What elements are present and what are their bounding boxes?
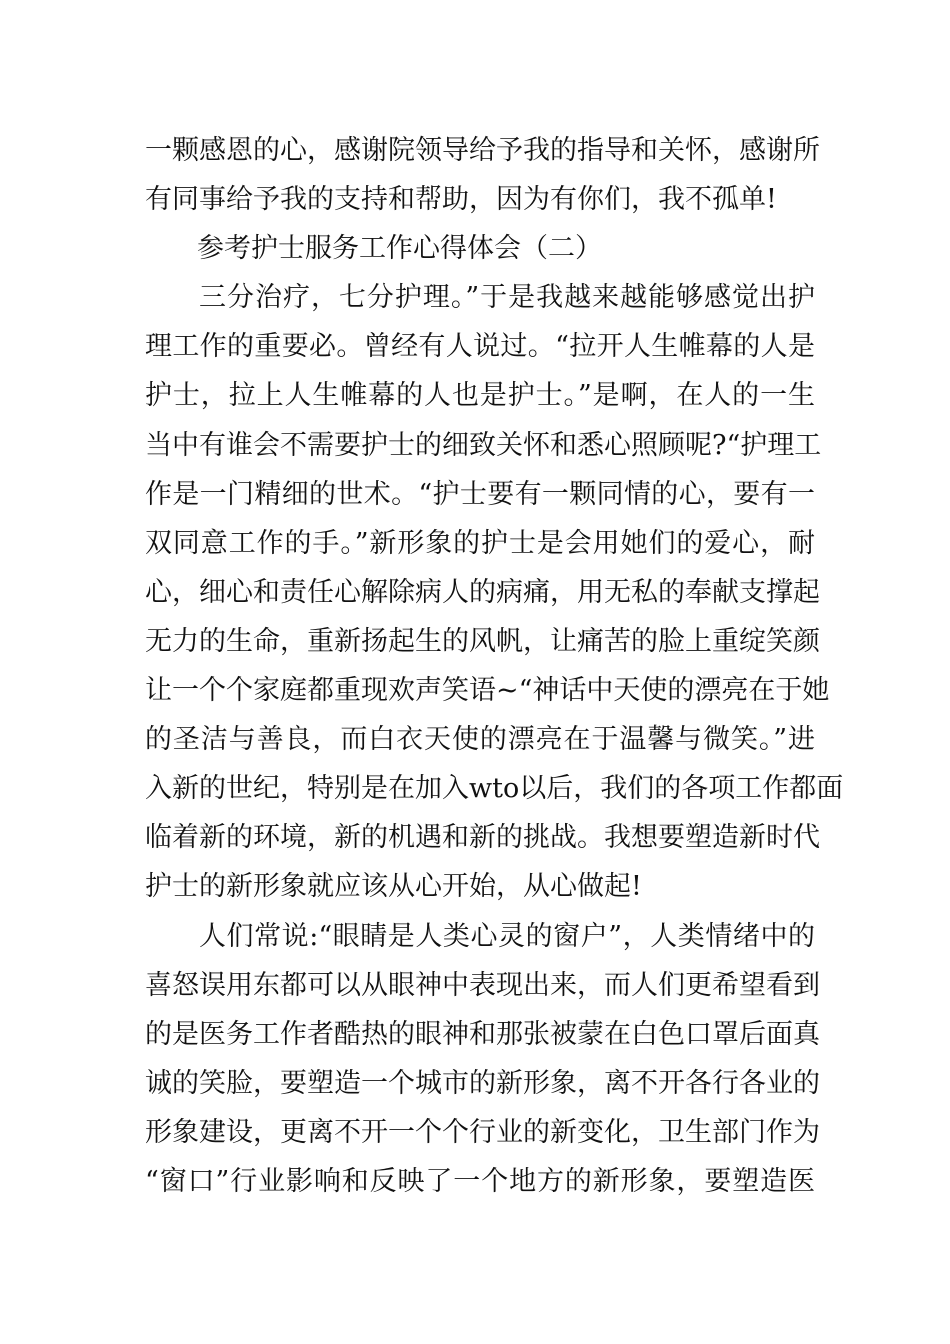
text-line: 理工作的重要必。曾经有人说过。“拉开人生帷幕的人是	[145, 331, 815, 363]
text-line: 让一个个家庭都重现欢声笑语~“神话中天使的漂亮在于她	[145, 675, 830, 707]
text-line: 三分治疗，七分护理。”于是我越来越能够感觉出护	[199, 282, 815, 314]
text-line: 临着新的环境，新的机遇和新的挑战。我想要塑造新时代	[145, 822, 820, 854]
text-line: 喜怒误用东都可以从眼神中表现出来，而人们更希望看到	[145, 969, 820, 1001]
text-line: 作是一门精细的世术。“护士要有一颗同情的心，要有一	[145, 478, 815, 510]
text-line: 一颗感恩的心，感谢院领导给予我的指导和关怀，感谢所	[145, 135, 820, 166]
text-line: 有同事给予我的支持和帮助，因为有你们，我不孤单!	[145, 184, 777, 216]
text-line: 的圣洁与善良，而白衣天使的漂亮在于温馨与微笑。”进	[145, 724, 815, 756]
text-line: 形象建设，更离不开一个个行业的新变化，卫生部门作为	[145, 1116, 820, 1148]
text-line: 护士的新形象就应该从心开始，从心做起!	[145, 871, 642, 903]
text-line: 人们常说:“眼睛是人类心灵的窗户”，人类情绪中的	[199, 920, 815, 952]
document-page	[145, 126, 844, 1206]
section-heading: 参考护士服务工作心得体会（二）	[197, 233, 602, 265]
text-line: 当中有谁会不需要护士的细致关怀和悉心照顾呢?“护理工	[145, 429, 822, 461]
text-line: 入新的世纪，特别是在加入wto以后，我们的各项工作都面	[145, 773, 844, 805]
text-line: 无力的生命，重新扬起生的风帆，让痛苦的脸上重绽笑颜	[145, 625, 820, 657]
text-line: 的是医务工作者酷热的眼神和那张被蒙在白色口罩后面真	[145, 1018, 820, 1050]
text-line: 心，细心和责任心解除病人的病痛，用无私的奉献支撑起	[145, 576, 820, 608]
text-line: 护士，拉上人生帷幕的人也是护士。”是啊，在人的一生	[145, 380, 815, 412]
text-line: “窗口”行业影响和反映了一个地方的新形象，要塑造医	[145, 1165, 815, 1197]
text-line: 诚的笑脸，要塑造一个城市的新形象，离不开各行各业的	[145, 1067, 820, 1099]
text-line: 双同意工作的手。”新形象的护士是会用她们的爱心，耐	[145, 527, 815, 559]
